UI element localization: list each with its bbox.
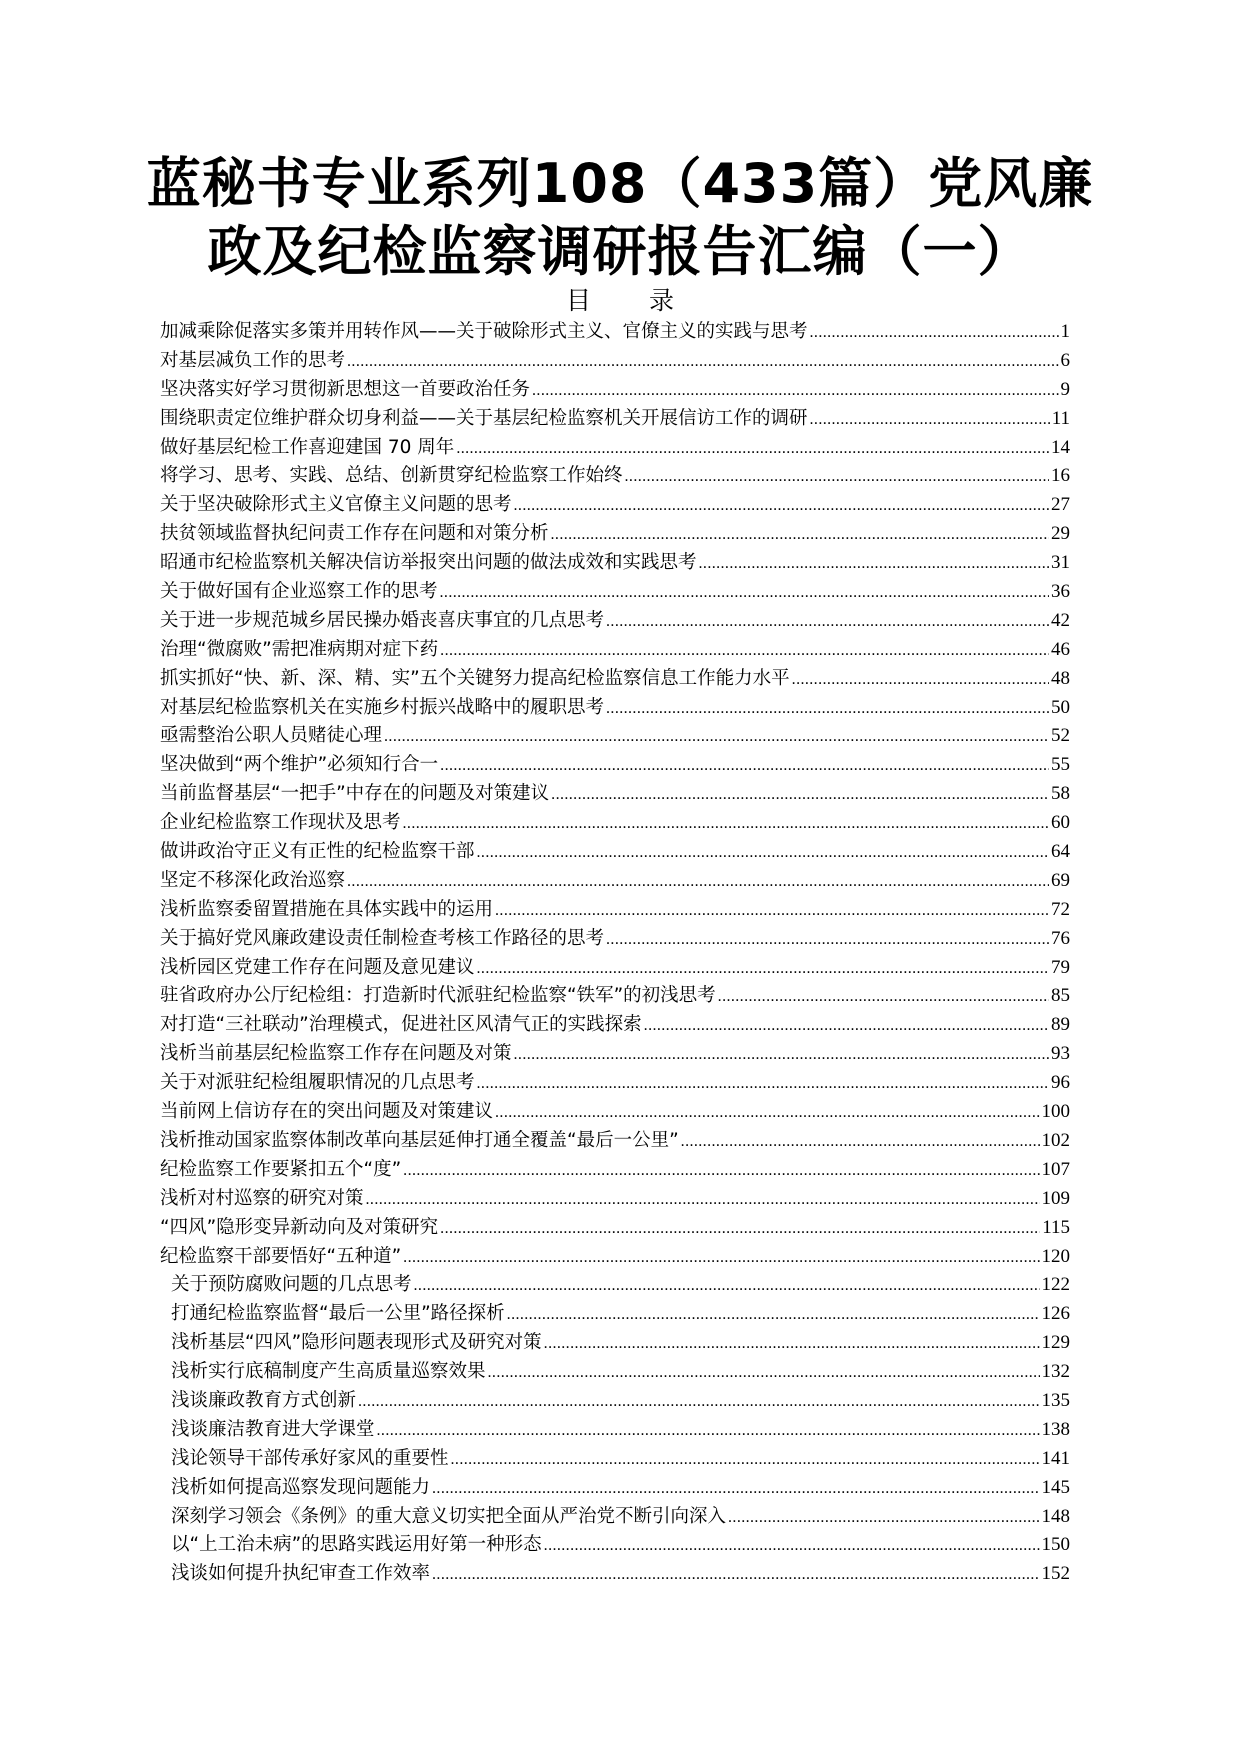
toc-entry-page-number: 150 xyxy=(1041,1534,1070,1556)
toc-dot-leader xyxy=(507,1301,1040,1330)
toc-entry-page-number: 64 xyxy=(1051,841,1070,863)
toc-dot-leader xyxy=(488,1359,1040,1388)
toc-dot-leader xyxy=(728,1504,1039,1533)
toc-entry[interactable] xyxy=(160,1560,1070,1589)
toc-dot-leader xyxy=(792,666,1049,695)
toc-entry-page-number: 120 xyxy=(1041,1245,1070,1267)
toc-entry-title: 关于搞好党风廉政建设责任制检查考核工作路径的思考 xyxy=(160,927,605,949)
toc-entry-page-number: 102 xyxy=(1041,1129,1070,1151)
toc-entry-title: 以“上工治未病”的思路实践运用好第一种形态 xyxy=(171,1534,542,1556)
toc-entry-title: 治理“微腐败”需把准病期对症下药 xyxy=(160,638,439,660)
toc-entry[interactable] xyxy=(160,780,1070,809)
toc-entry-title: 做好基层纪检工作喜迎建国 70 周年 xyxy=(160,436,455,458)
toc-entry-page-number: 16 xyxy=(1051,465,1070,487)
toc-entry-page-number: 129 xyxy=(1041,1332,1070,1354)
toc-dot-leader xyxy=(718,983,1049,1012)
toc-entry[interactable] xyxy=(160,520,1070,549)
toc-entry[interactable] xyxy=(160,665,1070,694)
toc-dot-leader xyxy=(606,695,1049,724)
toc-entry-page-number: 6 xyxy=(1060,349,1070,371)
toc-entry-page-number: 58 xyxy=(1051,783,1070,805)
toc-entry[interactable] xyxy=(160,1127,1070,1156)
toc-entry-title: 做讲政治守正义有正性的纪检监察干部 xyxy=(160,841,475,863)
toc-dot-leader xyxy=(699,550,1049,579)
toc-entry-page-number: 1 xyxy=(1060,321,1070,342)
toc-dot-leader xyxy=(347,348,1058,377)
toc-entry-title: 浅析监察委留置措施在具体实践中的运用 xyxy=(160,898,494,920)
toc-dot-leader xyxy=(403,810,1049,839)
toc-entry-page-number: 60 xyxy=(1051,812,1070,834)
toc-entry-title: 亟需整治公职人员赌徒心理 xyxy=(160,725,383,747)
toc-entry[interactable] xyxy=(160,578,1070,607)
toc-entry-title: 打通纪检监察监督“最后一公里”路径探析 xyxy=(171,1303,505,1325)
toc-entry-page-number: 145 xyxy=(1041,1476,1070,1498)
toc-entry-page-number: 109 xyxy=(1041,1187,1070,1209)
toc-entry[interactable] xyxy=(160,694,1070,723)
toc-entry-page-number: 93 xyxy=(1051,1043,1070,1065)
toc-dot-leader xyxy=(495,1099,1039,1128)
toc-entry-page-number: 48 xyxy=(1051,667,1070,689)
toc-entry-page-number: 29 xyxy=(1051,523,1070,545)
toc-entry-title: 坚定不移深化政治巡察 xyxy=(160,869,346,891)
toc-entry[interactable] xyxy=(160,1214,1070,1243)
toc-entry-title: 浅析园区党建工作存在问题及意见建议 xyxy=(160,956,475,978)
toc-entry[interactable] xyxy=(160,1329,1070,1358)
toc-entry-page-number: 89 xyxy=(1051,1014,1070,1036)
toc-entry-page-number: 138 xyxy=(1041,1418,1070,1440)
toc-dot-leader xyxy=(625,463,1049,492)
toc-dot-leader xyxy=(606,608,1049,637)
toc-dot-leader xyxy=(514,492,1049,521)
toc-entry-title: 加减乘除促落实多策并用转作风——关于破除形式主义、官僚主义的实践与思考 xyxy=(160,321,808,342)
toc-entry-title: 浅析如何提高巡察发现问题能力 xyxy=(171,1476,431,1498)
title-line-2: 政及纪检监察调研报告汇编（一） xyxy=(207,220,1033,283)
toc-entry[interactable] xyxy=(160,607,1070,636)
title-line-1: 蓝秘书专业系列108（433篇）党风廉 xyxy=(146,152,1094,215)
toc-entry-title: 关于坚决破除形式主义官僚主义问题的思考 xyxy=(160,494,512,516)
toc-dot-leader xyxy=(495,897,1049,926)
toc-entry[interactable] xyxy=(160,1358,1070,1387)
toc-entry-title: 关于做好国有企业巡察工作的思考 xyxy=(160,581,438,603)
toc-entry-title: 关于预防腐败问题的几点思考 xyxy=(171,1274,412,1296)
toc-entry-title: 企业纪检监察工作现状及思考 xyxy=(160,812,401,834)
toc-entry-title: 浅谈廉政教育方式创新 xyxy=(171,1389,357,1411)
toc-dot-leader xyxy=(432,1475,1039,1504)
toc-entry[interactable] xyxy=(160,1098,1070,1127)
toc-entry-title: 扶贫领域监督执纪问责工作存在问题和对策分析 xyxy=(160,523,549,545)
toc-entry-page-number: 55 xyxy=(1051,754,1070,776)
toc-entry-page-number: 115 xyxy=(1042,1216,1070,1238)
toc-entry-page-number: 85 xyxy=(1051,985,1070,1007)
toc-entry[interactable] xyxy=(160,1531,1070,1560)
toc-entry[interactable] xyxy=(160,925,1070,954)
toc-entry[interactable] xyxy=(160,1445,1070,1474)
toc-entry-title: 坚决做到“两个维护”必须知行合一 xyxy=(160,754,439,776)
toc-entry-page-number: 52 xyxy=(1051,725,1070,747)
toc-heading-char-1: 目 xyxy=(565,286,591,315)
toc-entry-title: 关于进一步规范城乡居民操办婚丧喜庆事宜的几点思考 xyxy=(160,609,605,631)
toc-entry[interactable] xyxy=(160,405,1070,434)
toc-dot-leader xyxy=(477,955,1049,984)
toc-entry[interactable] xyxy=(160,838,1070,867)
toc-dot-leader xyxy=(606,926,1049,955)
toc-entry-page-number: 79 xyxy=(1051,956,1070,978)
toc-entry-page-number: 148 xyxy=(1041,1505,1070,1527)
toc-entry-page-number: 96 xyxy=(1051,1072,1070,1094)
toc-entry-title: 围绕职责定位维护群众切身利益——关于基层纪检监察机关开展信访工作的调研 xyxy=(160,407,808,429)
toc-entry-page-number: 36 xyxy=(1051,581,1070,603)
toc-dot-leader xyxy=(544,1330,1040,1359)
toc-entry-title: 对打造“三社联动”治理模式，促进社区风清气正的实践探索 xyxy=(160,1014,642,1036)
toc-dot-leader xyxy=(440,1215,1040,1244)
toc-dot-leader xyxy=(440,637,1049,666)
toc-entry-title: 纪检监察工作要紧扣五个“度” xyxy=(160,1158,402,1180)
toc-entry[interactable] xyxy=(160,636,1070,665)
toc-entry[interactable] xyxy=(160,434,1070,463)
toc-entry[interactable] xyxy=(160,1011,1070,1040)
toc-dot-leader xyxy=(810,406,1050,435)
toc-entry[interactable] xyxy=(160,376,1070,405)
toc-dot-leader xyxy=(403,1244,1039,1273)
toc-entry-title: 昭通市纪检监察机关解决信访举报突出问题的做法成效和实践思考 xyxy=(160,552,697,574)
toc-entry-title: 浅论领导干部传承好家风的重要性 xyxy=(171,1447,449,1469)
toc-entry-title: 抓实抓好“快、新、深、精、实”五个关键努力提高纪检监察信息工作能力水平 xyxy=(160,667,790,689)
toc-entry[interactable] xyxy=(160,462,1070,491)
toc-heading-char-2: 录 xyxy=(649,286,675,315)
toc-entry[interactable] xyxy=(160,1243,1070,1272)
toc-entry-title: 纪检监察干部要悟好“五种道” xyxy=(160,1245,402,1267)
toc-entry-title: 浅析推动国家监察体制改革向基层延伸打通全覆盖“最后一公里” xyxy=(160,1129,679,1151)
toc-dot-leader xyxy=(551,521,1049,550)
toc-entry-page-number: 141 xyxy=(1041,1447,1070,1469)
toc-entry-page-number: 50 xyxy=(1051,696,1070,718)
toc-dot-leader xyxy=(366,1186,1040,1215)
document-title xyxy=(140,150,1100,286)
toc-entry-page-number: 9 xyxy=(1060,378,1070,400)
toc-dot-leader xyxy=(377,1417,1040,1446)
toc-entry-title: 坚决落实好学习贯彻新思想这一首要政治任务 xyxy=(160,378,531,400)
toc-entry-title: 对基层减负工作的思考 xyxy=(160,349,346,371)
toc-dot-leader xyxy=(358,1388,1039,1417)
toc-entry-title: 驻省政府办公厅纪检组：打造新时代派驻纪检监察“铁军”的初浅思考 xyxy=(160,985,716,1007)
toc-entry-page-number: 27 xyxy=(1051,494,1070,516)
toc-entry-page-number: 135 xyxy=(1041,1389,1070,1411)
toc-dot-leader xyxy=(403,1157,1039,1186)
toc-entry-title: 浅析实行底稿制度产生高质量巡察效果 xyxy=(171,1361,486,1383)
toc-dot-leader xyxy=(551,781,1049,810)
toc-entry-page-number: 132 xyxy=(1041,1361,1070,1383)
toc-dot-leader xyxy=(477,1070,1049,1099)
toc-dot-leader xyxy=(644,1012,1049,1041)
toc-entry[interactable] xyxy=(160,896,1070,925)
toc-dot-leader xyxy=(414,1272,1040,1301)
toc-heading xyxy=(0,286,1240,316)
toc-entry-page-number: 72 xyxy=(1051,898,1070,920)
toc-entry[interactable] xyxy=(160,491,1070,520)
toc-entry-title: 当前网上信访存在的突出问题及对策建议 xyxy=(160,1101,494,1123)
toc-entry-title: 浅析对村巡察的研究对策 xyxy=(160,1187,364,1209)
toc-entry-page-number: 100 xyxy=(1041,1101,1070,1123)
toc-entry-title: 关于对派驻纪检组履职情况的几点思考 xyxy=(160,1072,475,1094)
toc-entry-page-number: 107 xyxy=(1041,1158,1070,1180)
toc-entry[interactable] xyxy=(160,751,1070,780)
toc-dot-leader xyxy=(384,723,1049,752)
toc-entry[interactable] xyxy=(160,1271,1070,1300)
toc-dot-leader xyxy=(451,1446,1040,1475)
toc-dot-leader xyxy=(347,868,1049,897)
toc-dot-leader xyxy=(532,377,1058,406)
toc-dot-leader xyxy=(514,1041,1049,1070)
toc-entry-title: 对基层纪检监察机关在实施乡村振兴战略中的履职思考 xyxy=(160,696,605,718)
toc-entry[interactable] xyxy=(160,1069,1070,1098)
toc-dot-leader xyxy=(810,319,1059,348)
toc-dot-leader xyxy=(544,1532,1040,1561)
toc-entry[interactable] xyxy=(160,722,1070,751)
toc-entry-page-number: 14 xyxy=(1051,436,1070,458)
toc-entry-page-number: 69 xyxy=(1051,869,1070,891)
toc-entry-page-number: 42 xyxy=(1051,609,1070,631)
toc-entry[interactable] xyxy=(160,549,1070,578)
toc-entry-title: 浅析当前基层纪检监察工作存在问题及对策 xyxy=(160,1043,512,1065)
toc-entry-page-number: 31 xyxy=(1051,552,1070,574)
toc-entry[interactable] xyxy=(160,867,1070,896)
table-of-contents xyxy=(160,318,1070,1589)
toc-entry-page-number: 122 xyxy=(1041,1274,1070,1296)
toc-entry-title: 浅谈廉洁教育进大学课堂 xyxy=(171,1418,375,1440)
toc-entry[interactable] xyxy=(160,954,1070,983)
toc-entry-page-number: 76 xyxy=(1051,927,1070,949)
toc-entry-page-number: 126 xyxy=(1041,1303,1070,1325)
toc-dot-leader xyxy=(440,752,1049,781)
toc-entry[interactable] xyxy=(160,809,1070,838)
toc-entry-page-number: 152 xyxy=(1041,1563,1070,1585)
toc-entry-page-number: 11 xyxy=(1051,407,1070,429)
toc-entry-title: 将学习、思考、实践、总结、创新贯穿纪检监察工作始终 xyxy=(160,465,623,487)
toc-entry-title: 浅谈如何提升执纪审查工作效率 xyxy=(171,1563,431,1585)
toc-entry[interactable] xyxy=(160,1416,1070,1445)
toc-entry[interactable] xyxy=(160,1185,1070,1214)
toc-entry[interactable] xyxy=(160,347,1070,376)
toc-entry-page-number: 46 xyxy=(1051,638,1070,660)
toc-dot-leader xyxy=(477,839,1049,868)
toc-entry[interactable] xyxy=(160,1474,1070,1503)
toc-entry[interactable] xyxy=(160,1156,1070,1185)
toc-entry-title: “四风”隐形变异新动向及对策研究 xyxy=(160,1216,439,1238)
toc-entry[interactable] xyxy=(160,1503,1070,1532)
toc-entry-title: 当前监督基层“一把手”中存在的问题及对策建议 xyxy=(160,783,550,805)
toc-dot-leader xyxy=(681,1128,1040,1157)
toc-dot-leader xyxy=(456,435,1049,464)
toc-entry-title: 深刻学习领会《条例》的重大意义切实把全面从严治党不断引向深入 xyxy=(171,1505,727,1527)
toc-entry[interactable] xyxy=(160,1300,1070,1329)
toc-entry[interactable] xyxy=(160,318,1070,347)
toc-entry-title: 浅析基层“四风”隐形问题表现形式及研究对策 xyxy=(171,1332,542,1354)
toc-entry[interactable] xyxy=(160,1387,1070,1416)
toc-entry[interactable] xyxy=(160,1040,1070,1069)
toc-entry[interactable] xyxy=(160,982,1070,1011)
toc-dot-leader xyxy=(432,1561,1039,1590)
toc-dot-leader xyxy=(440,579,1049,608)
